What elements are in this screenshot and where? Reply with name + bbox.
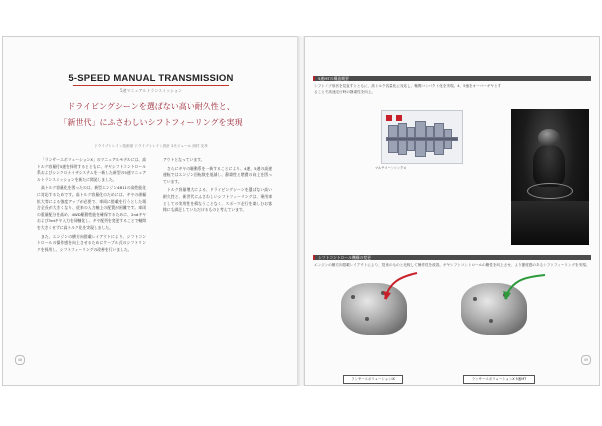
title-en: 5-SPEED MANUAL TRANSMISSION (68, 73, 234, 84)
caption-right: ランサーエボリューションX 5速MT (463, 375, 535, 384)
cable-curve (385, 273, 417, 299)
transmission-cutaway-diagram (381, 110, 463, 164)
body-column-1 (37, 157, 146, 253)
page-number-right: 49 (581, 355, 591, 365)
section-bar-structure (313, 76, 591, 81)
title-jp-sub: 5速マニュアルトランスミッション (119, 88, 183, 93)
left-page (2, 36, 298, 386)
section1-title: 5速MTの構造概要 (318, 76, 349, 81)
bolt-shape (473, 297, 477, 301)
right-page (304, 36, 600, 386)
section1-text: シフトノブ形状を見直すとともに、高トルク容量化に対応し、軸間コンパクト化を実現。4、5速をオーバーギヤとすることで高速走行時の静粛性を向上。 (314, 84, 502, 94)
title-underline (73, 85, 229, 86)
section2-text: エンジンの横方向搭載レイアウトにより、従来のものと比較して操作性を改善。ギヤシフトコントロールの剛性を向上させ、より節度感のあるシフトフィーリングを実現。 (314, 263, 590, 267)
diagram-marker (386, 115, 392, 121)
page-number-left: 48 (15, 355, 25, 365)
col1-paragraph: 高トルク容量化を図ったのは、新型エンジン4B11の高性能化に対応するためです。高トルク容量化のためには、ギヤの歯幅拡大等による強度アップが必要で、車両に搭載を行うとした場合全長が大きくなり、従来の入力軸上の配置が困難です。車両の重量配分を高め、4WD駆動性能を確保するために、2ndギヤおよび3rdギヤ入力を同軸化し、ギヤ配列を変更することで軸間を大きくせずに高トルク化を実現しました。 (37, 185, 146, 230)
shift-knob-photo (511, 109, 589, 245)
shaft-shape (386, 137, 458, 141)
diagram-marker (396, 115, 402, 121)
author-credit: ドライブトレイン技術部 ドライブトレイン設計 2モジュール 西村 友孝 (94, 144, 208, 148)
section-bar-shift-control (313, 255, 591, 260)
section2-title: シフトコントロール機構の変更 (318, 255, 371, 260)
shift-cable-arrow-right (501, 269, 549, 303)
col1-paragraph: また、エンジンの横方向搭載レイアウトにより、シフトコントロールの操作感を向上させるためにケーブル式のシフトリンクを採用し、シフトフィーリングの改善を行いました。 (37, 233, 146, 252)
bolt-shape (489, 319, 493, 323)
shift-knob-shape (538, 129, 560, 146)
console-shape (511, 201, 589, 245)
bolt-shape (351, 295, 355, 299)
boot-ring-shape (527, 183, 573, 199)
col2-paragraph: アウトとなっています。 (163, 157, 205, 162)
headline-line1: ドライビングシーンを選ばない高い耐久性と、 (67, 102, 235, 111)
col1-paragraph: 「ランサーエボリューションX」のマニュアルモデルには、高トルク容量付5速を採用するとともに、ギヤシフトコントロール系およびシンクロナイザシステムを一新した新型の5速マニュアルトランスミッションを新たに開発しました。 (37, 157, 146, 182)
diagram-label: マルチコーンシンクロ (375, 166, 407, 170)
body-column-2 (163, 157, 272, 214)
bolt-shape (365, 317, 369, 321)
col2-paragraph: さらにギヤの駆動系を一新することにより、4速、5速の高速運転ではエンジン回転数を低減し、静粛性と燃費の向上を図っています。 (163, 165, 272, 184)
cable-curve (505, 275, 545, 299)
headline-line2: 「新世代」にふさわしいシフトフィーリングを実現 (59, 118, 243, 127)
caption-left: ランサーエボリューションIX (343, 375, 403, 384)
shift-boot-shape (533, 145, 565, 187)
col2-paragraph: トルク容量増大による、ドライビングシーンを選ばない高い耐久性と、新世代にふさわしいシフトフィーリングは、乗用車としての実用性を損なうことなく、スポーツ走行を楽しむお客様にも満足していただけるものと考えています。 (163, 187, 272, 213)
shift-cable-arrow-left (381, 269, 421, 303)
